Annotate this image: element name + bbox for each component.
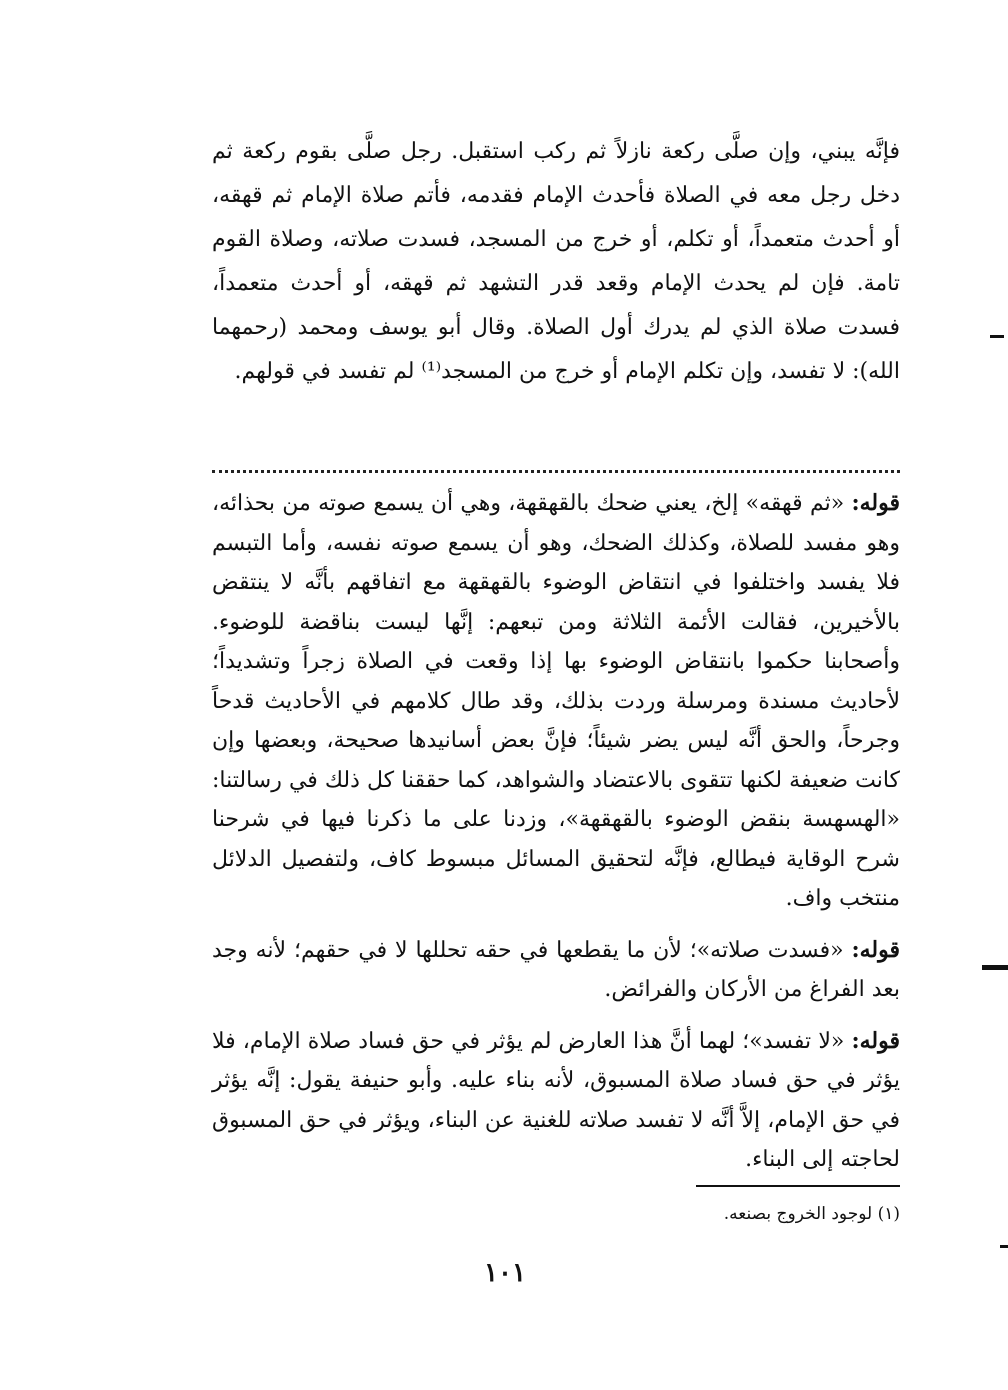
commentary-lead: قوله:	[851, 490, 900, 516]
page-number: ١٠١	[484, 1258, 526, 1288]
footnote: (١) لوجود الخروج بصنعه.	[723, 1204, 900, 1224]
scan-edge-mark	[982, 965, 1008, 970]
commentary-paragraph	[212, 484, 900, 919]
scan-edge-mark	[990, 335, 1004, 338]
footnote-separator	[696, 1185, 900, 1187]
commentary-paragraph	[212, 1022, 900, 1180]
commentary-section	[212, 484, 900, 1192]
commentary-body: «لا تفسد»؛ لهما أنَّ هذا العارض لم يؤثر في حق فساد صلاة الإمام، فلا يؤثر في حق فساد صلاة المسبوق، لأنه بناء عليه. وأبو حنيفة يقول: إنَّه يؤثر في حق الإمام، إلاَّ أنَّه لا تفسد صلاته للغنية عن البناء، ويؤثر في حق المسبوق لحاجته إلى البناء.	[212, 1028, 900, 1172]
main-text-paragraph: فإنَّه يبني، وإن صلَّى ركعة نازلاً ثم ركب استقبل. رجل صلَّى بقوم ركعة ثم دخل رجل معه في الصلاة فأحدث الإمام فقدمه، فأتم صلاة الإمام ثم قهقه، أو أحدث متعمداً، أو تكلم، أو خرج من المسجد، فسدت صلاته، وصلاة القوم تامة. فإن لم يحدث الإمام وقعد قدر التشهد ثم قهقه، أو أحدث متعمداً، فسدت صلاة الذي لم يدرك أول الصلاة. وقال أبو يوسف ومحمد (رحمهما الله): لا تفسد، وإن تكلم الإمام أو خرج من المسجد⁽¹⁾ لم تفسد في قولهم.	[212, 139, 900, 384]
commentary-body: «ثم قهقه» إلخ، يعني ضحك بالقهقهة، وهي أن يسمع صوته من بحذائه، وهو مفسد للصلاة، وكذلك الضحك، وهو أن يسمع صوته نفسه، وأما التبسم فلا يفسد واختلفوا في انتقاض الوضوء بالقهقهة مع اتفاقهم بأنَّه لا ينتقض بالأخيرين، فقالت الأئمة الثلاثة ومن تبعهم: إنَّها ليست بناقضة للوضوء. وأصحابنا حكموا بانتقاض الوضوء بها إذا وقعت في الصلاة زجراً وتشديداً؛ لأحاديث مسندة ومرسلة وردت بذلك، وقد طال كلامهم في الأحاديث قدحاً وجرحاً، والحق أنَّه ليس يضر شيئاً؛ فإنَّ بعض أسانيدها صحيحة، وبعضها وإن كانت ضعيفة لكنها تتقوى بالاعتضاد والشواهد، كما حققنا كل ذلك في رسالتنا: «الهسهسة بنقض الوضوء بالقهقهة»، وزدنا على ما ذكرنا فيها في شرحنا شرح الوقاية فيطالع، فإنَّه لتحقيق المسائل مبسوط كاف، ولتفصيل الدلائل منتخب واف.	[212, 491, 900, 911]
commentary-paragraph	[212, 931, 900, 1010]
commentary-body: «فسدت صلاته»؛ لأن ما يقطعها في حقه تحللها لا في حقهم؛ لأنه وجد بعد الفراغ من الأركان والفرائض.	[212, 937, 900, 1002]
commentary-lead: قوله:	[851, 1027, 900, 1054]
dotted-divider	[212, 450, 900, 473]
scan-edge-mark	[1000, 1245, 1008, 1248]
commentary-lead: قوله:	[851, 936, 900, 963]
